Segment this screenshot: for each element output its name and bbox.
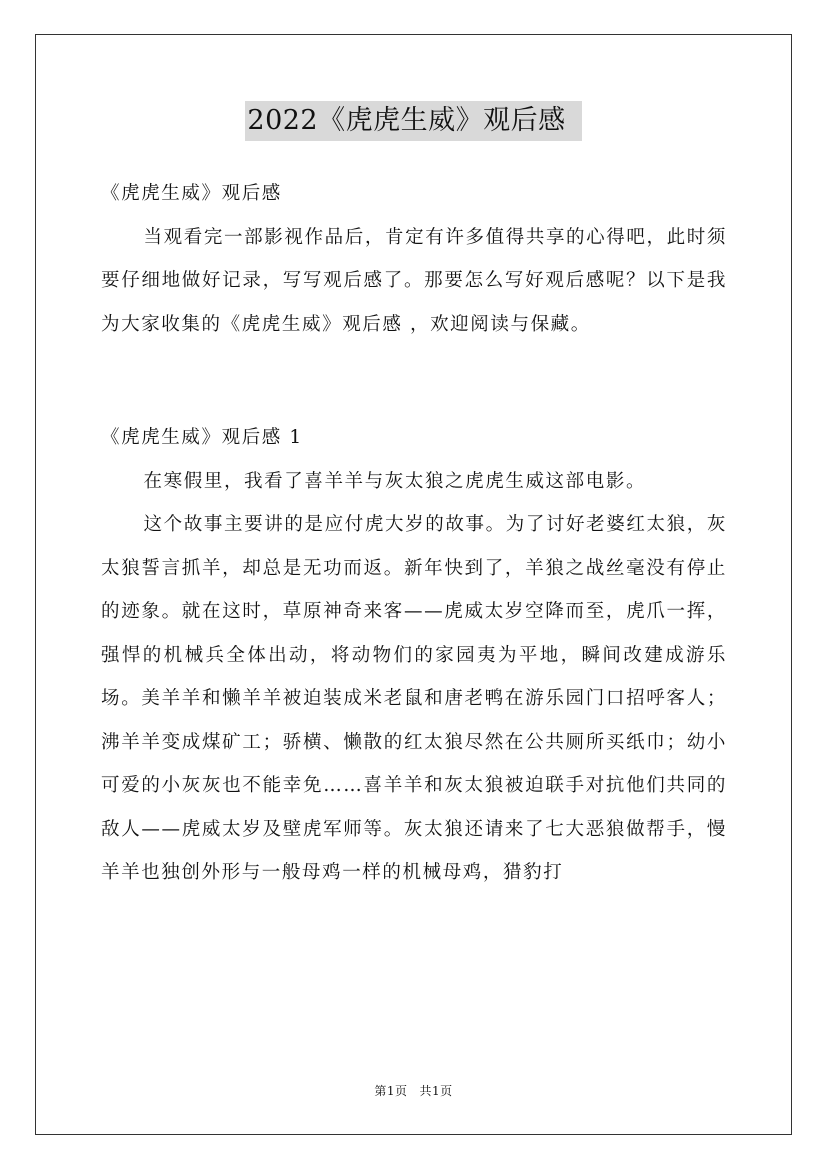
section-gap [101,346,727,416]
body-paragraph: 这个故事主要讲的是应付虎大岁的故事。为了讨好老婆红太狼，灰太狼誓言抓羊，却总是无功而返。新年快到了，羊狼之战丝毫没有停止的迹象。就在这时，草原神奇来客——虎威太岁空降而至，虎爪一挥，强悍的机械兵全体出动，将动物们的家园夷为平地，瞬间改建成游乐场。美羊羊和懒羊羊被迫装成米老鼠和唐老鸭在游乐园门口招呼客人；沸羊羊变成煤矿工；骄横、懒散的红太狼尽然在公共厕所买纸巾；幼小可爱的小灰灰也不能幸免……喜羊羊和灰太狼被迫联手对抗他们共同的敌人——虎威太岁及壁虎军师等。灰太狼还请来了七大恶狼做帮手，慢羊羊也独创外形与一般母鸡一样的机械母鸡，猎豹打 [101,514,727,883]
document-title: 2022《虎虎生威》观后感 [245,101,581,141]
section-heading: 《虎虎生威》观后感 [101,183,282,204]
title-container [0,101,827,141]
page-count: 共1页 [419,1084,453,1098]
section-heading: 《虎虎生威》观后感 1 [101,427,303,448]
intro-paragraph: 当观看完一部影视作品后，肯定有许多值得共享的心得吧，此时须要仔细地做好记录，写写观后感了。那要怎么写好观后感呢？以下是我为大家收集的《虎虎生威》观后感 ，欢迎阅读与保藏。 [101,226,727,335]
document-body [101,172,727,895]
body-paragraph: 在寒假里，我看了喜羊羊与灰太狼之虎虎生威这部电影。 [143,470,647,492]
page-footer [0,1082,827,1100]
page-number: 第1页 [374,1084,408,1098]
